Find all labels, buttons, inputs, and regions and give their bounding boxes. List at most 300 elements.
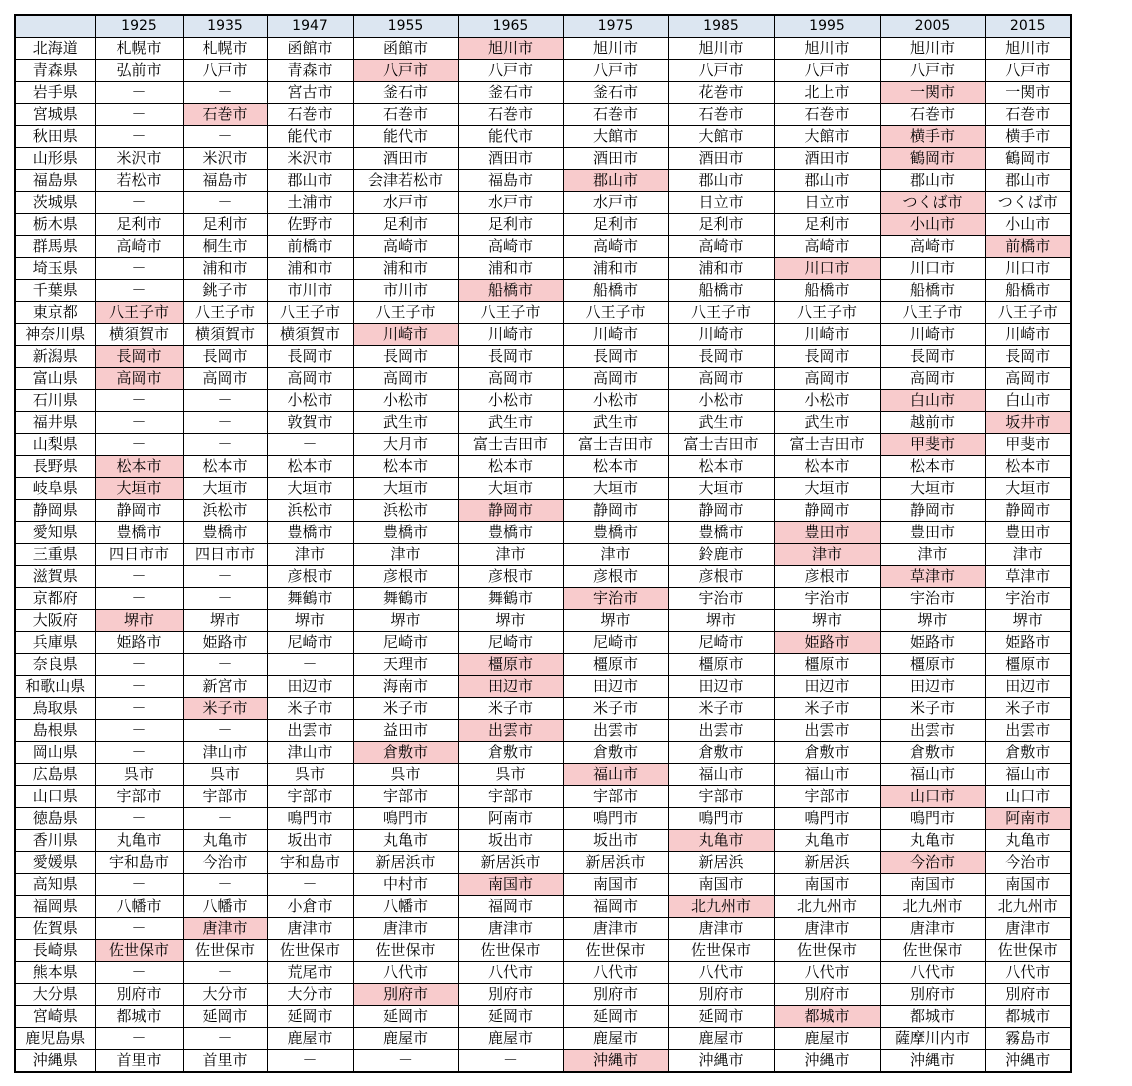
city-cell: 南国市 [563, 874, 668, 896]
city-cell: 会津若松市 [353, 170, 458, 192]
city-cell: 高岡市 [95, 368, 183, 390]
city-cell: 鹿屋市 [267, 1028, 353, 1050]
prefecture-cell: 長崎県 [15, 940, 95, 962]
city-cell: 長岡市 [183, 346, 267, 368]
table-row [15, 940, 1071, 962]
city-cell: 豊橋市 [95, 522, 183, 544]
city-cell: 富士吉田市 [563, 434, 668, 456]
city-cell: 草津市 [985, 566, 1071, 588]
prefecture-cell: 群馬県 [15, 236, 95, 258]
city-cell: － [183, 412, 267, 434]
city-cell: 長岡市 [774, 346, 880, 368]
city-cell: 土浦市 [267, 192, 353, 214]
city-cell: 八戸市 [774, 60, 880, 82]
city-cell: 酒田市 [668, 148, 774, 170]
city-cell: 呉市 [183, 764, 267, 786]
city-cell: 別府市 [95, 984, 183, 1006]
city-cell: 橿原市 [774, 654, 880, 676]
city-cell: 酒田市 [563, 148, 668, 170]
year-header: 1947 [267, 15, 353, 38]
city-cell: 甲斐市 [985, 434, 1071, 456]
city-cell: 八代市 [353, 962, 458, 984]
city-cell: 米子市 [563, 698, 668, 720]
city-cell: 倉敷市 [668, 742, 774, 764]
prefecture-cell: 岡山県 [15, 742, 95, 764]
city-cell: 静岡市 [95, 500, 183, 522]
city-cell: 薩摩川内市 [880, 1028, 985, 1050]
city-cell: 唐津市 [458, 918, 563, 940]
city-cell: 別府市 [880, 984, 985, 1006]
city-cell: 川崎市 [774, 324, 880, 346]
city-cell: 足利市 [353, 214, 458, 236]
city-cell: 八戸市 [985, 60, 1071, 82]
city-cell: 甲斐市 [880, 434, 985, 456]
city-cell: 橿原市 [985, 654, 1071, 676]
city-cell: － [95, 676, 183, 698]
city-cell: 松本市 [458, 456, 563, 478]
city-cell: 別府市 [668, 984, 774, 1006]
city-cell: 豊橋市 [183, 522, 267, 544]
city-cell: 宇部市 [668, 786, 774, 808]
city-cell: 釜石市 [563, 82, 668, 104]
city-cell: 豊橋市 [353, 522, 458, 544]
prefecture-cell: 秋田県 [15, 126, 95, 148]
city-cell: － [95, 126, 183, 148]
city-cell: 沖縄市 [880, 1050, 985, 1073]
city-cell: 福山市 [880, 764, 985, 786]
city-cell: 坂出市 [458, 830, 563, 852]
city-cell: － [267, 874, 353, 896]
prefecture-cell: 鳥取県 [15, 698, 95, 720]
city-cell: 唐津市 [183, 918, 267, 940]
city-cell: 北九州市 [985, 896, 1071, 918]
city-cell: 八王子市 [95, 302, 183, 324]
prefecture-cell: 石川県 [15, 390, 95, 412]
year-header: 2005 [880, 15, 985, 38]
city-cell: 大館市 [563, 126, 668, 148]
city-cell: 豊橋市 [267, 522, 353, 544]
city-cell: 福山市 [774, 764, 880, 786]
city-cell: － [95, 104, 183, 126]
city-cell: 八代市 [458, 962, 563, 984]
city-cell: 豊田市 [880, 522, 985, 544]
city-cell: 高崎市 [774, 236, 880, 258]
table-row [15, 82, 1071, 104]
city-cell: 延岡市 [353, 1006, 458, 1028]
city-cell: 石巻市 [458, 104, 563, 126]
table-row [15, 566, 1071, 588]
city-cell: 八王子市 [668, 302, 774, 324]
prefecture-cell: 新潟県 [15, 346, 95, 368]
city-cell: 八王子市 [985, 302, 1071, 324]
prefecture-cell: 山梨県 [15, 434, 95, 456]
table-row [15, 962, 1071, 984]
city-cell: 市川市 [267, 280, 353, 302]
city-cell: 浜松市 [267, 500, 353, 522]
city-cell: 桐生市 [183, 236, 267, 258]
city-cell: 水戸市 [353, 192, 458, 214]
city-cell: 南国市 [458, 874, 563, 896]
city-cell: 四日市市 [183, 544, 267, 566]
city-cell: 沖縄市 [668, 1050, 774, 1073]
city-cell: 宇治市 [668, 588, 774, 610]
city-cell: 釜石市 [458, 82, 563, 104]
city-cell: 堺市 [353, 610, 458, 632]
city-cell: 唐津市 [774, 918, 880, 940]
city-cell: 新宮市 [183, 676, 267, 698]
city-cell: 沖縄市 [774, 1050, 880, 1073]
city-cell: 宇治市 [985, 588, 1071, 610]
city-cell: － [183, 588, 267, 610]
city-cell: 八幡市 [183, 896, 267, 918]
city-cell: 小山市 [880, 214, 985, 236]
city-cell: つくば市 [985, 192, 1071, 214]
city-cell: 酒田市 [458, 148, 563, 170]
city-cell: 今治市 [880, 852, 985, 874]
city-cell: 今治市 [985, 852, 1071, 874]
table-body [15, 15, 1071, 1072]
prefecture-cell: 熊本県 [15, 962, 95, 984]
city-cell: 宮古市 [267, 82, 353, 104]
city-cell: 彦根市 [267, 566, 353, 588]
city-cell: 旭川市 [774, 38, 880, 60]
table-row [15, 830, 1071, 852]
city-cell: 一関市 [880, 82, 985, 104]
city-cell: 新居浜 [668, 852, 774, 874]
city-cell: 米子市 [774, 698, 880, 720]
city-cell: 彦根市 [668, 566, 774, 588]
city-cell: 八戸市 [183, 60, 267, 82]
city-cell: 福島市 [458, 170, 563, 192]
city-cell: 佐世保市 [985, 940, 1071, 962]
city-cell: 足利市 [183, 214, 267, 236]
city-cell: 坂井市 [985, 412, 1071, 434]
city-cell: 舞鶴市 [267, 588, 353, 610]
city-cell: 長岡市 [985, 346, 1071, 368]
city-cell: 八代市 [985, 962, 1071, 984]
city-cell: 大垣市 [95, 478, 183, 500]
city-cell: － [183, 1028, 267, 1050]
city-cell: 唐津市 [985, 918, 1071, 940]
table-row [15, 192, 1071, 214]
city-cell: 倉敷市 [774, 742, 880, 764]
city-cell: 八戸市 [668, 60, 774, 82]
city-cell: 福山市 [668, 764, 774, 786]
city-cell: 津市 [774, 544, 880, 566]
city-cell: 北九州市 [668, 896, 774, 918]
city-cell: 浦和市 [668, 258, 774, 280]
city-cell: 田辺市 [563, 676, 668, 698]
city-cell: 青森市 [267, 60, 353, 82]
city-cell: 橿原市 [458, 654, 563, 676]
city-cell: 呉市 [95, 764, 183, 786]
city-cell: － [267, 434, 353, 456]
city-cell: 八代市 [563, 962, 668, 984]
city-cell: 日立市 [668, 192, 774, 214]
city-cell: 郡山市 [563, 170, 668, 192]
city-cell: 佐世保市 [267, 940, 353, 962]
table-row [15, 236, 1071, 258]
city-cell: 八王子市 [458, 302, 563, 324]
prefecture-cell: 山形県 [15, 148, 95, 170]
city-cell: 倉敷市 [458, 742, 563, 764]
city-cell: － [183, 434, 267, 456]
city-cell: 田辺市 [774, 676, 880, 698]
table-row [15, 610, 1071, 632]
city-cell: 郡山市 [668, 170, 774, 192]
city-cell: 酒田市 [774, 148, 880, 170]
city-cell: 高崎市 [95, 236, 183, 258]
city-cell: 出雲市 [267, 720, 353, 742]
city-cell: 天理市 [353, 654, 458, 676]
city-cell: 彦根市 [458, 566, 563, 588]
city-cell: 佐世保市 [458, 940, 563, 962]
table-row [15, 170, 1071, 192]
city-cell: 足利市 [563, 214, 668, 236]
city-cell: 高岡市 [353, 368, 458, 390]
city-cell: 大月市 [353, 434, 458, 456]
city-cell: 石巻市 [774, 104, 880, 126]
city-cell: 延岡市 [668, 1006, 774, 1028]
city-cell: 別府市 [985, 984, 1071, 1006]
prefecture-cell: 兵庫県 [15, 632, 95, 654]
city-cell: 福岡市 [458, 896, 563, 918]
city-cell: － [95, 874, 183, 896]
city-cell: 姫路市 [880, 632, 985, 654]
city-cell: 旭川市 [668, 38, 774, 60]
city-cell: 鹿屋市 [353, 1028, 458, 1050]
city-cell: 八戸市 [458, 60, 563, 82]
city-cell: 足利市 [774, 214, 880, 236]
city-cell: 大垣市 [880, 478, 985, 500]
city-cell: 坂出市 [267, 830, 353, 852]
city-cell: 松本市 [985, 456, 1071, 478]
table-row [15, 1006, 1071, 1028]
city-cell: 松本市 [183, 456, 267, 478]
city-cell: 豊橋市 [563, 522, 668, 544]
city-cell: － [95, 412, 183, 434]
city-cell: 豊田市 [774, 522, 880, 544]
city-cell: 宇治市 [774, 588, 880, 610]
city-cell: 丸亀市 [183, 830, 267, 852]
table-row [15, 434, 1071, 456]
city-cell: － [458, 1050, 563, 1073]
table-row [15, 1050, 1071, 1073]
prefecture-cell: 佐賀県 [15, 918, 95, 940]
city-cell: 延岡市 [267, 1006, 353, 1028]
city-cell: 丸亀市 [668, 830, 774, 852]
city-cell: 小松市 [458, 390, 563, 412]
city-ranking-table [14, 14, 1072, 1073]
city-cell: 武生市 [668, 412, 774, 434]
city-cell: 小倉市 [267, 896, 353, 918]
city-cell: 富士吉田市 [458, 434, 563, 456]
city-cell: 米子市 [353, 698, 458, 720]
city-cell: 郡山市 [267, 170, 353, 192]
city-cell: 新居浜市 [458, 852, 563, 874]
year-header: 2015 [985, 15, 1071, 38]
prefecture-cell: 京都府 [15, 588, 95, 610]
city-cell: 小松市 [267, 390, 353, 412]
city-cell: 倉敷市 [563, 742, 668, 764]
city-cell: 唐津市 [668, 918, 774, 940]
city-cell: 沖縄市 [563, 1050, 668, 1073]
city-cell: － [95, 742, 183, 764]
year-header: 1985 [668, 15, 774, 38]
city-cell: 船橋市 [668, 280, 774, 302]
city-cell: 宇部市 [563, 786, 668, 808]
city-cell: 尼崎市 [353, 632, 458, 654]
city-cell: 越前市 [880, 412, 985, 434]
city-cell: 浦和市 [563, 258, 668, 280]
city-cell: 田辺市 [267, 676, 353, 698]
city-cell: 宇部市 [774, 786, 880, 808]
prefecture-cell: 広島県 [15, 764, 95, 786]
city-cell: 八戸市 [880, 60, 985, 82]
prefecture-cell: 神奈川県 [15, 324, 95, 346]
city-cell: 八王子市 [267, 302, 353, 324]
city-cell: 霧島市 [985, 1028, 1071, 1050]
city-cell: 舞鶴市 [353, 588, 458, 610]
city-cell: 宇部市 [458, 786, 563, 808]
city-cell: 津市 [267, 544, 353, 566]
city-cell: 出雲市 [458, 720, 563, 742]
city-cell: － [95, 588, 183, 610]
city-cell: 大垣市 [183, 478, 267, 500]
city-cell: 武生市 [774, 412, 880, 434]
city-cell: 彦根市 [774, 566, 880, 588]
city-cell: 川崎市 [668, 324, 774, 346]
city-cell: 北上市 [774, 82, 880, 104]
city-cell: 堺市 [880, 610, 985, 632]
city-cell: 宇部市 [353, 786, 458, 808]
city-cell: 橿原市 [668, 654, 774, 676]
city-cell: － [95, 918, 183, 940]
city-cell: 足利市 [458, 214, 563, 236]
city-cell: 佐世保市 [880, 940, 985, 962]
city-cell: 米子市 [458, 698, 563, 720]
city-cell: 酒田市 [353, 148, 458, 170]
table-row [15, 808, 1071, 830]
prefecture-cell: 富山県 [15, 368, 95, 390]
city-cell: 米子市 [985, 698, 1071, 720]
city-cell: 小松市 [668, 390, 774, 412]
city-cell: 横手市 [985, 126, 1071, 148]
city-cell: 橿原市 [563, 654, 668, 676]
city-cell: 浦和市 [183, 258, 267, 280]
prefecture-cell: 三重県 [15, 544, 95, 566]
city-cell: 八代市 [880, 962, 985, 984]
city-cell: 草津市 [880, 566, 985, 588]
city-cell: 尼崎市 [563, 632, 668, 654]
city-cell: 鳴門市 [880, 808, 985, 830]
prefecture-cell: 埼玉県 [15, 258, 95, 280]
prefecture-cell: 岩手県 [15, 82, 95, 104]
city-cell: 松本市 [353, 456, 458, 478]
city-cell: 大分市 [267, 984, 353, 1006]
table-row [15, 214, 1071, 236]
city-cell: 高岡市 [267, 368, 353, 390]
city-cell: 郡山市 [880, 170, 985, 192]
city-cell: 札幌市 [95, 38, 183, 60]
city-cell: 長岡市 [267, 346, 353, 368]
city-cell: 前橋市 [985, 236, 1071, 258]
city-cell: 船橋市 [985, 280, 1071, 302]
city-cell: 姫路市 [774, 632, 880, 654]
city-cell: 浜松市 [183, 500, 267, 522]
city-cell: 宇和島市 [267, 852, 353, 874]
city-cell: 白山市 [880, 390, 985, 412]
city-cell: 坂出市 [563, 830, 668, 852]
city-cell: 出雲市 [668, 720, 774, 742]
table-row [15, 632, 1071, 654]
city-cell: 丸亀市 [95, 830, 183, 852]
city-cell: 大垣市 [267, 478, 353, 500]
prefecture-cell: 香川県 [15, 830, 95, 852]
city-cell: 石巻市 [267, 104, 353, 126]
city-cell: 静岡市 [563, 500, 668, 522]
city-cell: 尼崎市 [668, 632, 774, 654]
city-cell: 高岡市 [183, 368, 267, 390]
city-cell: 川崎市 [458, 324, 563, 346]
city-cell: 小山市 [985, 214, 1071, 236]
city-cell: 福島市 [183, 170, 267, 192]
year-header: 1935 [183, 15, 267, 38]
city-cell: 弘前市 [95, 60, 183, 82]
prefecture-cell: 高知県 [15, 874, 95, 896]
city-cell: 新居浜市 [563, 852, 668, 874]
city-cell: 別府市 [458, 984, 563, 1006]
city-cell: 八幡市 [353, 896, 458, 918]
city-cell: 船橋市 [563, 280, 668, 302]
city-cell: 首里市 [95, 1050, 183, 1073]
prefecture-cell: 岐阜県 [15, 478, 95, 500]
prefecture-cell: 島根県 [15, 720, 95, 742]
city-cell: 堺市 [563, 610, 668, 632]
city-cell: 福山市 [985, 764, 1071, 786]
prefecture-cell: 宮城県 [15, 104, 95, 126]
city-cell: 長岡市 [458, 346, 563, 368]
city-cell: 富士吉田市 [668, 434, 774, 456]
city-cell: 別府市 [774, 984, 880, 1006]
city-cell: 呉市 [267, 764, 353, 786]
prefecture-cell: 福島県 [15, 170, 95, 192]
prefecture-cell: 千葉県 [15, 280, 95, 302]
city-cell: 一関市 [985, 82, 1071, 104]
year-header: 1965 [458, 15, 563, 38]
city-cell: 鈴鹿市 [668, 544, 774, 566]
table-row [15, 60, 1071, 82]
prefecture-cell: 青森県 [15, 60, 95, 82]
city-cell: 鳴門市 [267, 808, 353, 830]
city-cell: － [95, 1028, 183, 1050]
table-row [15, 390, 1071, 412]
city-cell: 八代市 [774, 962, 880, 984]
city-cell: 静岡市 [668, 500, 774, 522]
city-cell: 佐野市 [267, 214, 353, 236]
city-cell: 川崎市 [985, 324, 1071, 346]
city-cell: 八幡市 [95, 896, 183, 918]
city-cell: 出雲市 [985, 720, 1071, 742]
city-cell: － [183, 566, 267, 588]
prefecture-cell: 奈良県 [15, 654, 95, 676]
city-cell: 日立市 [774, 192, 880, 214]
city-cell: 佐世保市 [353, 940, 458, 962]
city-cell: 豊橋市 [458, 522, 563, 544]
city-cell: 今治市 [183, 852, 267, 874]
city-cell: 鳴門市 [774, 808, 880, 830]
prefecture-cell: 長野県 [15, 456, 95, 478]
